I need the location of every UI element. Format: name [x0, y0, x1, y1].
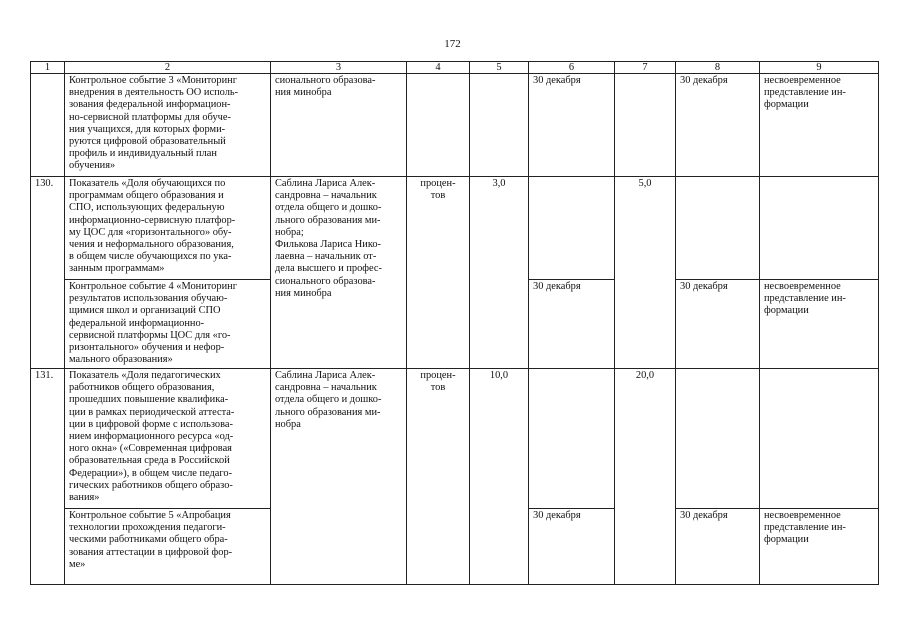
control-event-3: Контрольное событие 3 «Мониторинг внедрения в деятельность ОО исполь- зования федеральной информацион- но-сервисной платформы для обуче- ния учащихся, для которых форми- руются цифровой образовательный профиль и индивидуальный план обучения»: [65, 74, 271, 177]
unit-130: процен- тов: [407, 177, 470, 369]
col-header-6: 6: [529, 62, 615, 74]
indicator-130: Показатель «Доля обучающихся по программам общего образования и СПО, использующих федеральную информационно-сервисную платфор- му ЦОС для «горизонтального» обу- чения и неформального образования, в общем числе обучающихся по ука- занным программам»: [65, 177, 271, 280]
table-row: [31, 369, 879, 509]
control-event-4: Контрольное событие 4 «Мониторинг результатов использования обучаю- щимися школ и организаций СПО федеральной информационно- сервисной платформы ЦОС для «го- ризонтального» обучения и нефор- мального образования»: [65, 280, 271, 369]
row-number-cell: [31, 74, 65, 177]
deadline-plan: 30 декабря: [529, 509, 615, 585]
target-value-130: 5,0: [615, 177, 676, 369]
risk-131: [760, 369, 879, 509]
risk-cell: несвоевременное представление ин- формации: [760, 74, 879, 177]
col-header-1: 1: [31, 62, 65, 74]
table-row: [31, 177, 879, 280]
control-event-5: Контрольное событие 5 «Апробация технологии прохождения педагоги- ческими работниками общего обра- зования аттестации в цифровой фор- ме»: [65, 509, 271, 585]
deadline-plan: 30 декабря: [529, 280, 615, 369]
col-header-5: 5: [470, 62, 529, 74]
base-value-131: 10,0: [470, 369, 529, 585]
responsible-131: Саблина Лариса Алек- сандровна – начальник отдела общего и дошко- льного образования ми- нобра: [271, 369, 407, 585]
unit-cell: [407, 74, 470, 177]
deadline-plan-131: [529, 369, 615, 509]
row-number: 130.: [31, 177, 65, 369]
header-row: [31, 62, 879, 74]
col-header-4: 4: [407, 62, 470, 74]
deadline-fact-130: [676, 177, 760, 280]
deadline-fact: 30 декабря: [676, 74, 760, 177]
table-row: [31, 74, 879, 177]
deadline-plan: 30 декабря: [529, 74, 615, 177]
col-header-3: 3: [271, 62, 407, 74]
base-value-cell: [470, 74, 529, 177]
target-value-cell: [615, 74, 676, 177]
deadline-fact-131: [676, 369, 760, 509]
deadline-plan-130: [529, 177, 615, 280]
risk-130: [760, 177, 879, 280]
deadline-fact: 30 декабря: [676, 280, 760, 369]
risk-cell: несвоевременное представление ин- формации: [760, 509, 879, 585]
target-value-131: 20,0: [615, 369, 676, 585]
col-header-2: 2: [65, 62, 271, 74]
col-header-8: 8: [676, 62, 760, 74]
indicator-131: Показатель «Доля педагогических работников общего образования, прошедших повышение квалифика- ции в рамках периодической аттеста- ции в цифровой форме с использова- нием информационного ресурса «од- ного окна» («Современная цифровая образовательная среда в Российской Федерации»), в общем числе педаго- гических работников общего образо- вания»: [65, 369, 271, 509]
page-number: 172: [444, 38, 461, 50]
col-header-7: 7: [615, 62, 676, 74]
plan-table: [30, 61, 879, 585]
base-value-130: 3,0: [470, 177, 529, 369]
col-header-9: 9: [760, 62, 879, 74]
responsible-cell: сионального образова- ния минобра: [271, 74, 407, 177]
deadline-fact: 30 декабря: [676, 509, 760, 585]
risk-cell: несвоевременное представление ин- формации: [760, 280, 879, 369]
unit-131: процен- тов: [407, 369, 470, 585]
row-number: 131.: [31, 369, 65, 585]
responsible-130: Саблина Лариса Алек- сандровна – начальник отдела общего и дошко- льного образования ми- нобра; Филькова Лариса Нико- лаевна – начальник от- дела высшего и профес- сионального образова- ния минобра: [271, 177, 407, 369]
